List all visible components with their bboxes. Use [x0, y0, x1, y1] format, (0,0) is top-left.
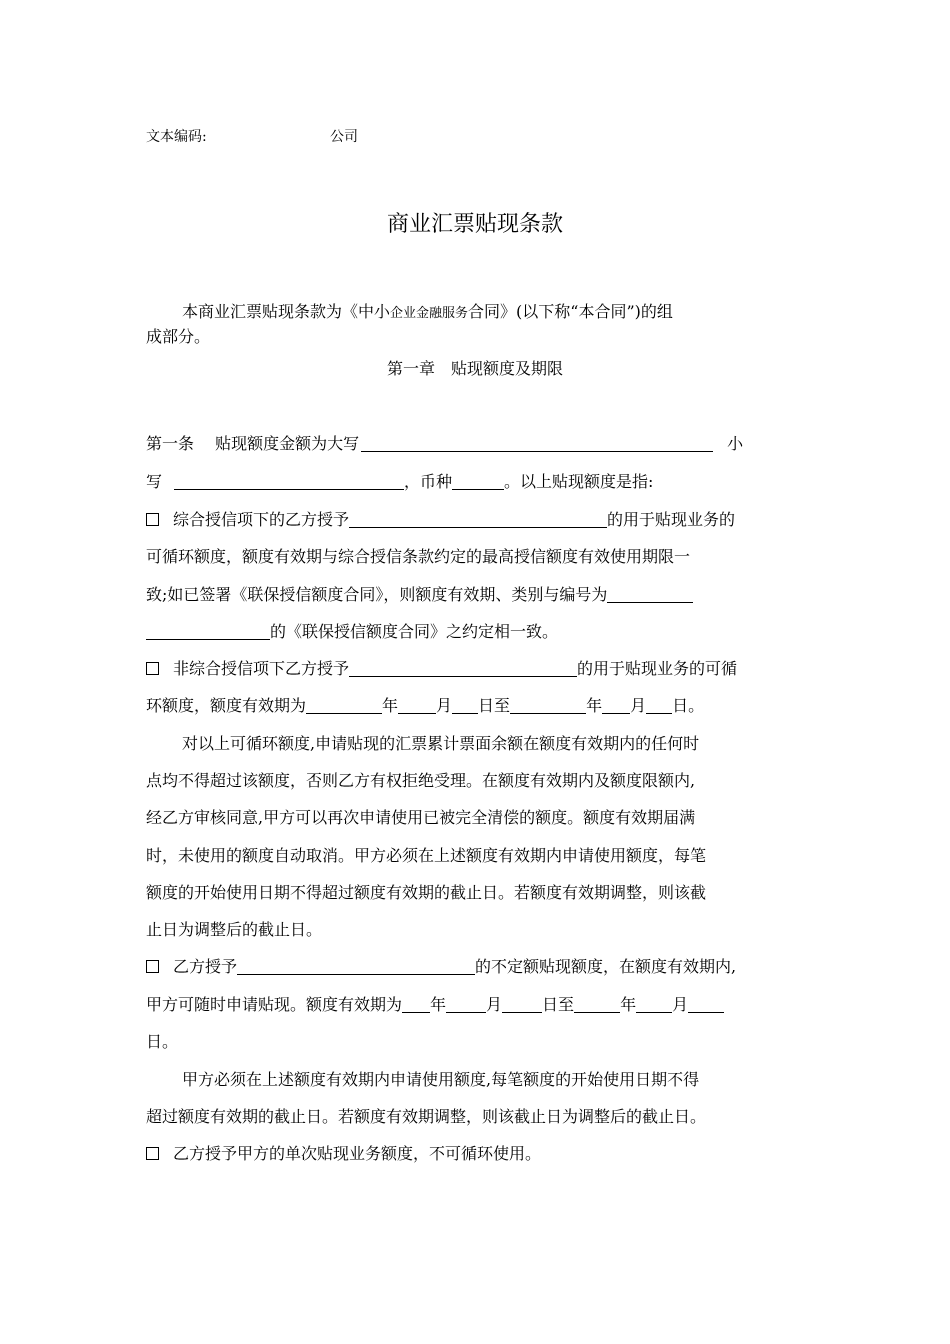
company-label: 公司	[330, 129, 358, 145]
option-3-amount-blank	[237, 958, 475, 975]
option-2-line-1: 非综合授信项下乙方授予 的用于贴现业务的可循	[146, 659, 737, 679]
paragraph-1-line-4: 时，未使用的额度自动取消。甲方必须在上述额度有效期内申请使用额度，每笔	[146, 846, 707, 865]
contract-number-blank-2	[146, 623, 270, 640]
checkbox-icon[interactable]	[146, 1147, 159, 1160]
article-1-line-2: 写 ，币种 。以上贴现额度是指:	[146, 472, 654, 491]
paragraph-1-line-1: 对以上可循环额度,申请贴现的汇票累计票面余额在额度有效期内的任何时	[182, 734, 700, 753]
article-1-line-1: 第一条 贴现额度金额为大写 小	[146, 434, 744, 453]
paragraph-1-line-3: 经乙方审核同意,甲方可以再次申请使用已被完全清偿的额度。额度有效期届满	[146, 808, 696, 827]
contract-number-blank	[607, 586, 693, 603]
document-title: 商业汇票贴现条款	[386, 212, 563, 237]
currency-blank	[452, 473, 504, 490]
option-1-line-3: 致;如已签署《联保授信额度合同》，则额度有效期、类别与编号为	[146, 585, 693, 605]
option-1-amount-blank	[349, 511, 607, 528]
intro-line-1: 本商业汇票贴现条款为《中小企业金融服务合同》(以下称“本合同”)的组	[182, 302, 673, 321]
amount-uppercase-blank	[361, 435, 713, 452]
option-3-line-2: 甲方可随时申请贴现。额度有效期为 年 月 日至 年 月	[146, 995, 724, 1015]
option-1-line-2: 可循环额度，额度有效期与综合授信条款约定的最高授信额度有效使用期限一	[146, 547, 691, 566]
paragraph-2-line-2: 超过额度有效期的截止日。若额度有效期调整，则该截止日为调整后的截止日。	[146, 1107, 707, 1126]
document-code-label: 文本编码:	[146, 129, 207, 145]
checkbox-icon[interactable]	[146, 960, 159, 973]
paragraph-1-line-2: 点均不得超过该额度，否则乙方有权拒绝受理。在额度有效期内及额度限额内,	[146, 771, 696, 790]
option-1-line-1: 综合授信项下的乙方授予 的用于贴现业务的	[146, 510, 735, 530]
paragraph-2-line-1: 甲方必须在上述额度有效期内申请使用额度,每笔额度的开始使用日期不得	[182, 1070, 700, 1089]
option-2-line-2: 环额度，额度有效期为 年 月 日至 年 月 日。	[146, 696, 705, 715]
option-3-line-1: 乙方授予 的不定额贴现额度，在额度有效期内,	[146, 957, 736, 977]
checkbox-icon[interactable]	[146, 513, 159, 526]
paragraph-1-line-5: 额度的开始使用日期不得超过额度有效期的截止日。若额度有效期调整，则该截	[146, 883, 707, 902]
chapter-heading: 第一章 贴现额度及期限	[386, 359, 563, 378]
checkbox-icon[interactable]	[146, 662, 159, 675]
option-1-line-4: 的《联保授信额度合同》之约定相一致。	[146, 622, 558, 642]
amount-lowercase-blank	[174, 473, 404, 490]
paragraph-1-line-6: 止日为调整后的截止日。	[146, 920, 323, 939]
option-3-line-3: 日。	[146, 1032, 179, 1051]
option-4-line: 乙方授予甲方的单次贴现业务额度，不可循环使用。	[146, 1144, 541, 1164]
option-2-amount-blank	[349, 660, 577, 677]
intro-line-2: 成部分。	[146, 327, 211, 346]
